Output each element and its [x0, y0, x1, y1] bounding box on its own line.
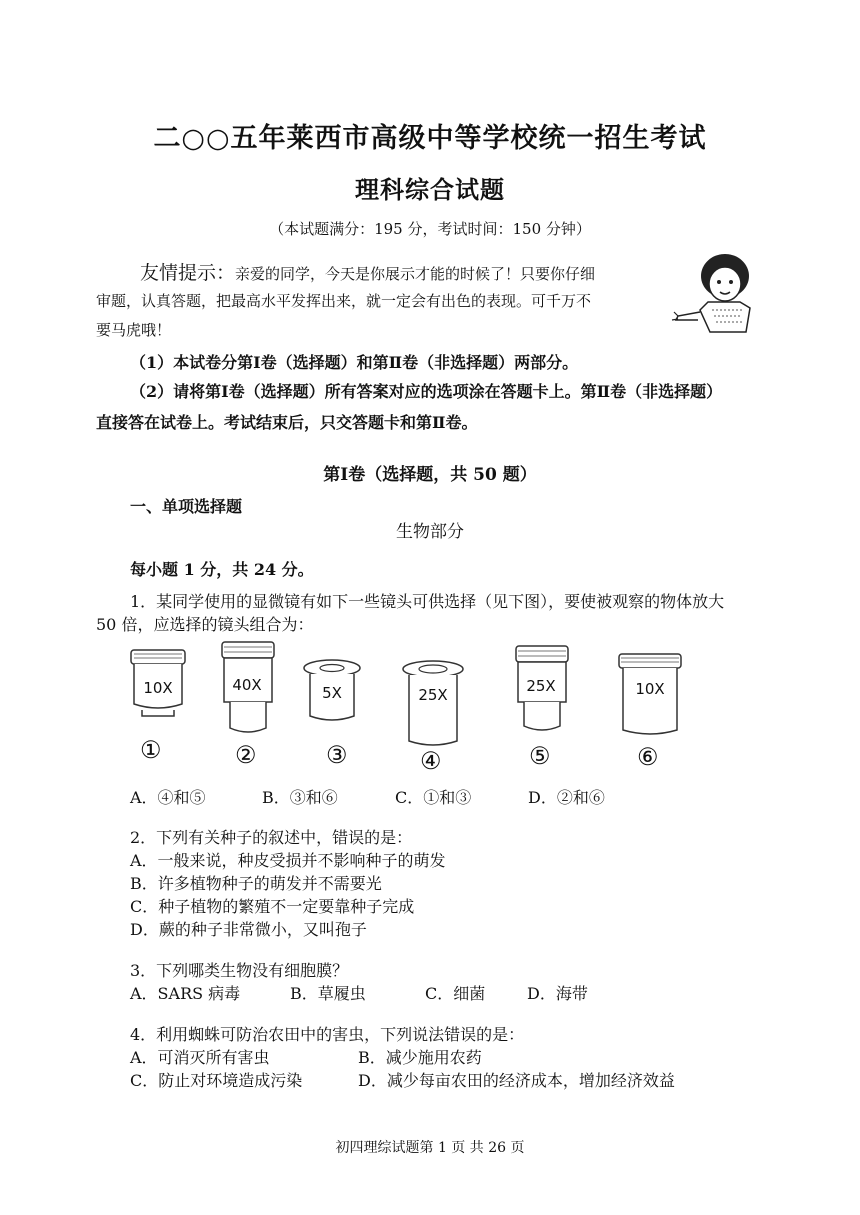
q1-stem-line1: 1．某同学使用的显微镜有如下一些镜头可供选择（见下图），要使被观察的物体放大	[130, 592, 725, 611]
tip-line1	[140, 258, 595, 289]
q2-option-c: C．种子植物的繁殖不一定要靠种子完成	[130, 897, 415, 916]
instruction-2a: （2）请将第Ⅰ卷（选择题）所有答案对应的选项涂在答题卡上。第Ⅱ卷（非选择题）	[130, 382, 723, 401]
lens-2-mag: 40X	[232, 676, 262, 694]
lens-4-number: ④	[420, 747, 442, 775]
q4-stem: 4．利用蜘蛛可防治农田中的害虫，下列说法错误的是：	[130, 1025, 525, 1044]
lens-6-mag: 10X	[635, 680, 665, 698]
q3-option-c: C．细菌	[425, 984, 486, 1003]
q2-option-a: A．一般来说，种皮受损并不影响种子的萌发	[130, 851, 446, 870]
q1-option-c: C．①和③	[395, 788, 472, 807]
tip-label: 友情提示：	[140, 262, 236, 284]
q3-option-a: A．SARS 病毒	[130, 984, 241, 1003]
subject-heading: 生物部分	[396, 522, 464, 542]
exam-subtitle: 理科综合试题	[355, 175, 505, 204]
q1-option-d: D．②和⑥	[528, 788, 605, 807]
tip-text1: 亲爱的同学，今天是你展示才能的时候了！只要你仔细	[235, 265, 596, 283]
tip-line2: 审题，认真答题，把最高水平发挥出来，就一定会有出色的表现。可千万不	[96, 292, 592, 310]
lens-5-mag: 25X	[526, 677, 556, 695]
lens-4-mag: 25X	[418, 686, 448, 704]
exam-meta: （本试题满分：195 分，考试时间：150 分钟）	[269, 220, 591, 238]
section-heading: 第Ⅰ卷（选择题，共 50 题）	[323, 465, 537, 485]
q4-option-c: C．防止对环境造成污染	[130, 1071, 303, 1090]
q3-option-b: B．草履虫	[290, 984, 366, 1003]
q4-option-a: A．可消灭所有害虫	[130, 1048, 270, 1067]
lens-3-mag: 5X	[322, 684, 342, 702]
lens-1-number: ①	[140, 736, 162, 764]
q2-stem: 2．下列有关种子的叙述中，错误的是：	[130, 828, 413, 847]
lens-6-number: ⑥	[637, 743, 659, 771]
lens-5-number: ⑤	[529, 742, 551, 770]
q4-option-d: D．减少每亩农田的经济成本，增加经济效益	[358, 1071, 675, 1090]
lens-3-number: ③	[326, 741, 348, 769]
lens-1-mag: 10X	[143, 679, 173, 697]
q2-option-b: B．许多植物种子的萌发并不需要光	[130, 874, 382, 893]
student-cartoon-image	[670, 250, 760, 344]
q1-option-b: B．③和⑥	[262, 788, 338, 807]
exam-title: 二○○五年莱西市高级中等学校统一招生考试	[153, 123, 707, 154]
instruction-2b: 直接答在试卷上。考试结束后，只交答题卡和第Ⅱ卷。	[96, 413, 478, 432]
q2-option-d: D．蕨的种子非常微小，又叫孢子	[130, 920, 367, 939]
tip-line3: 要马虎哦！	[96, 321, 172, 339]
q3-option-d: D．海带	[527, 984, 588, 1003]
q3-stem: 3．下列哪类生物没有细胞膜？	[130, 961, 349, 980]
q1-stem-line2: 50 倍，应选择的镜头组合为：	[96, 615, 314, 634]
instruction-1: （1）本试卷分第Ⅰ卷（选择题）和第Ⅱ卷（非选择题）两部分。	[130, 353, 579, 372]
lens-2-number: ②	[235, 741, 257, 769]
points-note: 每小题 1 分，共 24 分。	[130, 560, 314, 579]
part-heading: 一、单项选择题	[130, 497, 243, 516]
q1-option-a: A．④和⑤	[130, 788, 206, 807]
page-footer: 初四理综试题第 1 页 共 26 页	[335, 1140, 525, 1156]
q4-option-b: B．减少施用农药	[358, 1048, 482, 1067]
lens-4	[401, 659, 465, 751]
